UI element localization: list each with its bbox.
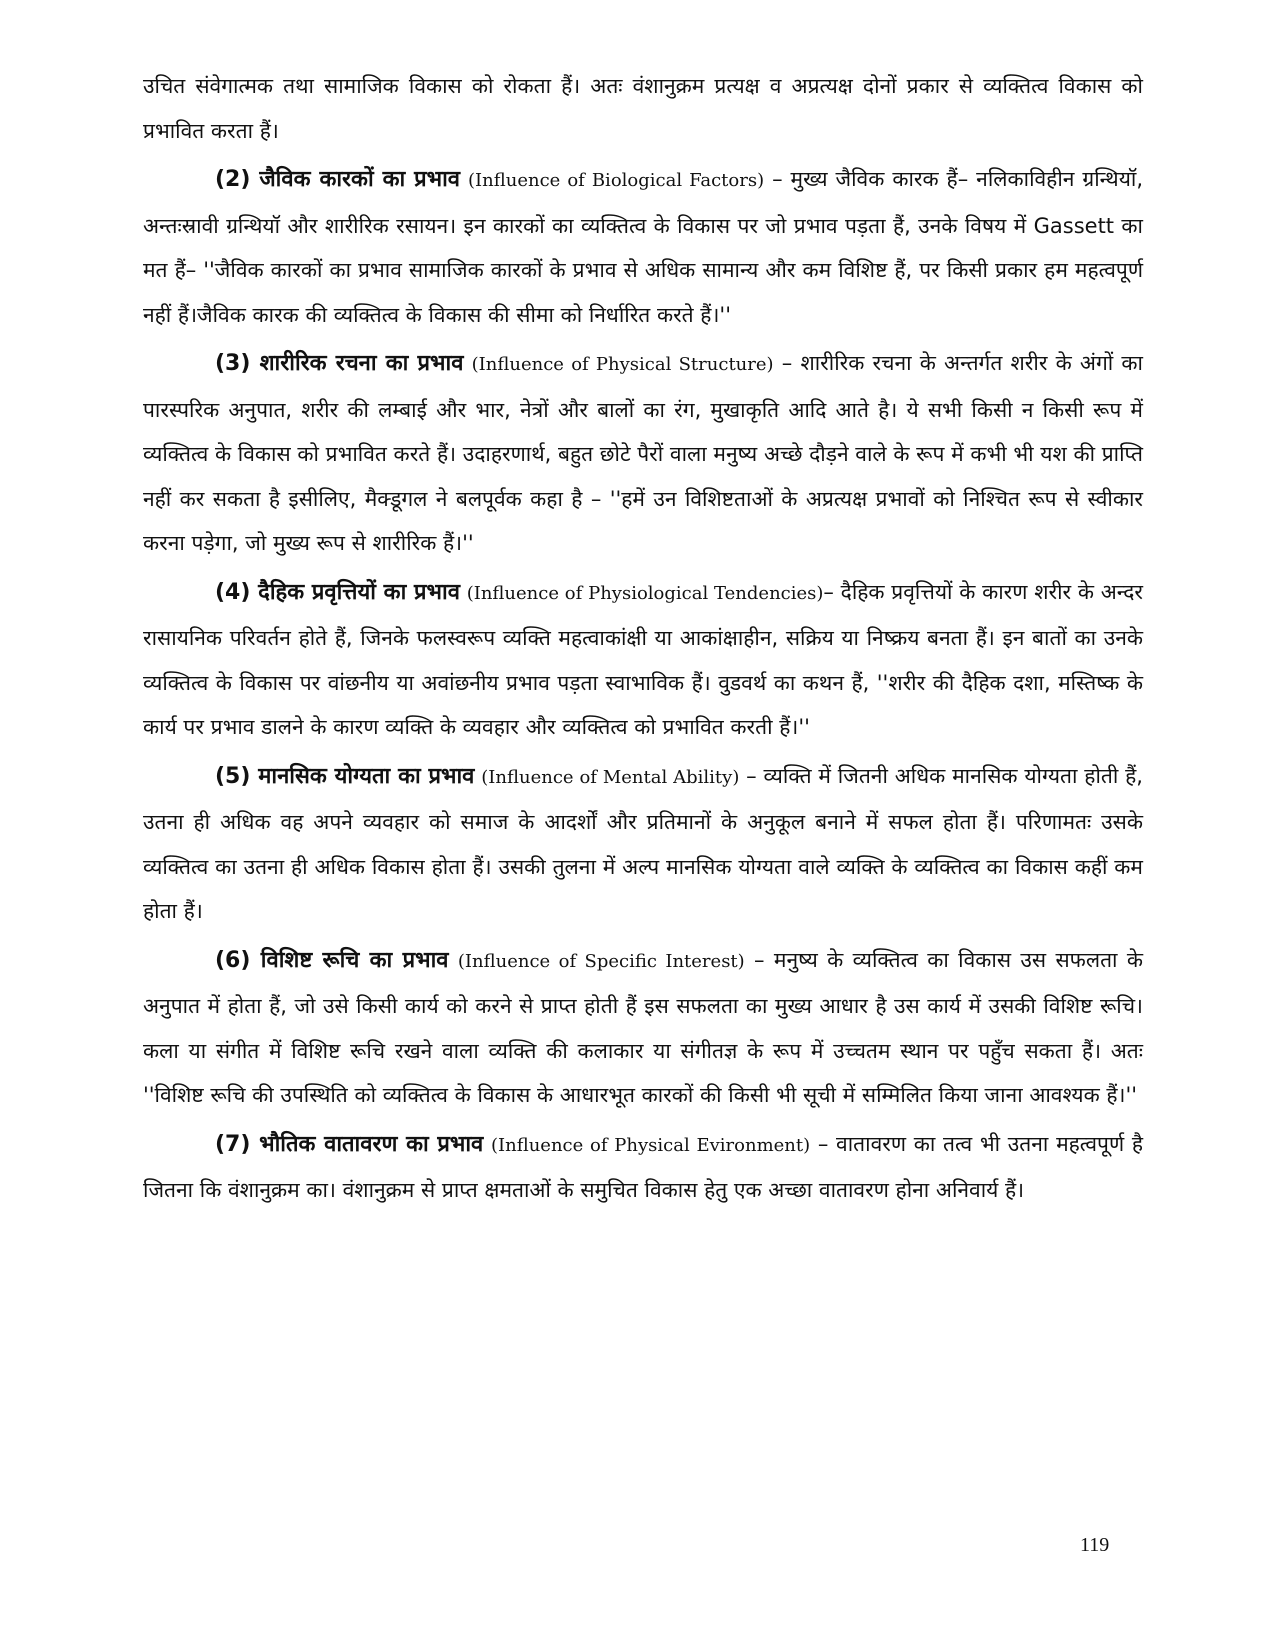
section-heading: (5) मानसिक योग्यता का प्रभाव (215, 763, 475, 789)
paragraph-physical-structure (143, 341, 1143, 566)
section-english-title: (Influence of Physiological Tendencies) (466, 582, 824, 604)
section-heading: (3) शारीरिक रचना का प्रभाव (215, 351, 464, 376)
section-english-title: (Influence of Mental Ability) (481, 766, 740, 788)
document-page (143, 64, 1143, 1564)
page-number: 119 (1080, 1534, 1110, 1556)
section-heading: (2) जैविक कारकों का प्रभाव (215, 167, 461, 192)
section-english-title: (Influence of Specific Interest) (457, 950, 745, 972)
paragraph-intro-continuation (143, 64, 1143, 153)
paragraph-text: – दैहिक प्रवृत्तियों के कारण शरीर के अन्दर रासायनिक परिवर्तन होते हैं, जिनके फलस्वरूप व्यक्ति महत्वाकांक्षी या आकांक्षाहीन, सक्रिय या निष्क्रय बनता हैं। इन बातों का उनके व्यक्तित्व के विकास पर वांछनीय या अवांछनीय प्रभाव पड़ता स्वाभाविक हैं। वुडवर्थ का कथन हैं, ''शरीर की दैहिक दशा, मस्तिष्क के कार्य पर प्रभाव डालने के कारण व्यक्ति के व्यवहार और व्यक्तित्व को प्रभावित करती हैं।'' (143, 579, 1144, 739)
section-english-title: (Influence of Biological Factors) (468, 170, 765, 191)
paragraph-biological-factors (143, 157, 1143, 337)
paragraph-specific-interest (143, 938, 1143, 1118)
section-english-title: (Influence of Physical Evironment) (490, 1134, 811, 1156)
paragraph-physical-environment (143, 1122, 1143, 1213)
paragraph-text: – मुख्य जैविक कारक हैं– नलिकाविहीन ग्रन्थियॉ, अन्तःस्रावी ग्रन्थियॉ और शारीरिक रसायन। इन कारकों का व्यक्तित्व के विकास पर जो प्रभाव पड़ता हैं, उनके विषय में Gassett का मत हैं– ''जैविक कारकों का प्रभाव सामाजिक कारकों के प्रभाव से अधिक सामान्य और कम विशिष्ट हैं, पर किसी प्रकार हम महत्वपूर्ण नहीं हैं।जैविक कारक की व्यक्तित्व के विकास की सीमा को निर्धारित करते हैं।'' (143, 167, 1143, 327)
paragraph-text: उचित संवेगात्मक तथा सामाजिक विकास को रोकता हैं। अतः वंशानुक्रम प्रत्यक्ष व अप्रत्यक्ष दोनों प्रकार से व्यक्तित्व विकास को प्रभावित करता हैं। (143, 74, 1143, 143)
paragraph-text: – शारीरिक रचना के अन्तर्गत शरीर के अंगों का पारस्परिक अनुपात, शरीर की लम्बाई और भार, नेत्रों और बालों का रंग, मुखाकृति आदि आते है। ये सभी किसी न किसी रूप में व्यक्तित्व के विकास को प्रभावित करते हैं। उदाहरणार्थ, बहुत छोटे पैरों वाला मनुष्य अच्छे दौड़ने वाले के रूप में कभी भी यश की प्राप्ति नहीं कर सकता है इसीलिए, मैक्डूगल ने बलपूर्वक कहा है – ''हमें उन विशिष्टताओं के अप्रत्यक्ष प्रभावों को निश्चित रूप से स्वीकार करना पड़ेगा, जो मुख्य रूप से शारीरिक हैं।'' (143, 351, 1143, 555)
paragraph-text: – वातावरण का तत्व भी उतना महत्वपूर्ण है जितना कि वंशानुक्रम का। वंशानुक्रम से प्राप्त क्षमताओं के समुचित विकास हेतु एक अच्छा वातावरण होना अनिवार्य हैं। (143, 1131, 1143, 1202)
section-english-title: (Influence of Physical Structure) (471, 354, 774, 375)
paragraph-text: – मनुष्य के व्यक्तित्व का विकास उस सफलता के अनुपात में होता हैं, जो उसे किसी कार्य को करने से प्राप्त होती हैं इस सफलता का मुख्य आधार है उस कार्य में उसकी विशिष्ट रूचि। कला या संगीत में विशिष्ट रूचि रखने वाला व्यक्ति की कलाकार या संगीतज्ञ के रूप में उच्चतम स्थान पर पहुँच सकता हैं। अतः ''विशिष्ट रूचि की उपस्थिति को व्यक्तित्व के विकास के आधारभूत कारकों की किसी भी सूची में सम्मिलित किया जाना आवश्यक हैं।'' (143, 947, 1143, 1107)
paragraph-physiological-tendencies (143, 570, 1143, 750)
section-heading: (7) भौतिक वातावरण का प्रभाव (215, 1131, 484, 1157)
section-heading: (6) विशिष्ट रूचि का प्रभाव (215, 947, 449, 973)
paragraph-text: – व्यक्ति में जितनी अधिक मानसिक योग्यता होती हैं, उतना ही अधिक वह अपने व्यवहार को समाज के आदर्शों और प्रतिमानों के अनुकूल बनाने में सफल होता हैं। परिणामतः उसके व्यक्तित्व का उतना ही अधिक विकास होता हैं। उसकी तुलना में अल्प मानसिक योग्यता वाले व्यक्ति के व्यक्तित्व का विकास कहीं कम होता हैं। (143, 763, 1143, 923)
section-heading: (4) दैहिक प्रवृत्तियों का प्रभाव (215, 579, 460, 605)
paragraph-mental-ability (143, 754, 1143, 934)
